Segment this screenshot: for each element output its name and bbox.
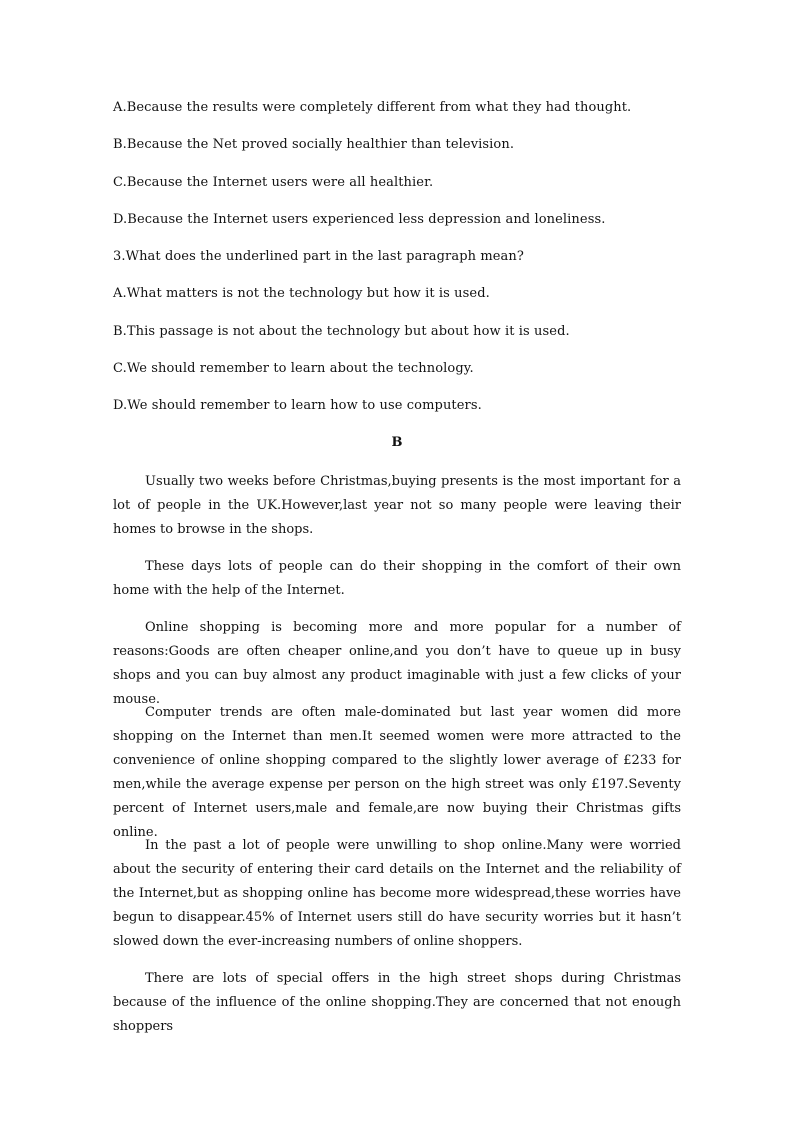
q3-option-d: D.We should remember to learn how to use computers.: [113, 398, 482, 413]
q2-option-a: A.Because the results were completely different from what they had thought.: [113, 100, 632, 115]
passage-paragraph-6: There are lots of special offers in the high street shops during Christmas because of the influence of the online shopping.They are concerned that not enough shoppers: [113, 971, 681, 1034]
passage-paragraph-1: Usually two weeks before Christmas,buying presents is the most important for a lot of people in the UK.However,last year not so many people were leaving their homes to browse in the shops.: [113, 474, 681, 537]
q3-option-b: B.This passage is not about the technology but about how it is used.: [113, 324, 570, 339]
passage-paragraph-2: These days lots of people can do their shopping in the comfort of their own home with the help of the Internet.: [113, 559, 681, 598]
q2-option-d: D.Because the Internet users experienced less depression and loneliness.: [113, 212, 606, 227]
passage-paragraph-5: In the past a lot of people were unwilling to shop online.Many were worried about the security of entering their card details on the Internet and the reliability of the Internet,but as shopping online has become more widespread,these worries have begun to disappear.45% of Internet users still do have security worries but it hasn’t slowed down the ever-increasing numbers of online shoppers.: [113, 838, 681, 949]
q2-option-b: B.Because the Net proved socially healthier than television.: [113, 137, 515, 152]
q2-option-c: C.Because the Internet users were all healthier.: [113, 175, 434, 190]
q3-option-a: A.What matters is not the technology but how it is used.: [113, 286, 490, 301]
question-3-stem: 3.What does the underlined part in the last paragraph mean?: [113, 249, 524, 264]
passage-paragraph-4: Computer trends are often male-dominated but last year women did more shopping on the Internet than men.It seemed women were more attracted to the convenience of online shopping compared to the slightly lower average of £233 for men,while the average expense per person on the high street was only £197.Seventy percent of Internet users,male and female,are now buying their Christmas gifts online.: [113, 705, 681, 840]
q3-option-c: C.We should remember to learn about the technology.: [113, 361, 474, 376]
passage-paragraph-3: Online shopping is becoming more and more popular for a number of reasons:Goods are often cheaper online,and you don’t have to queue up in busy shops and you can buy almost any product imaginable with just a few clicks of your mouse.: [113, 620, 681, 707]
section-heading: B: [391, 435, 403, 450]
